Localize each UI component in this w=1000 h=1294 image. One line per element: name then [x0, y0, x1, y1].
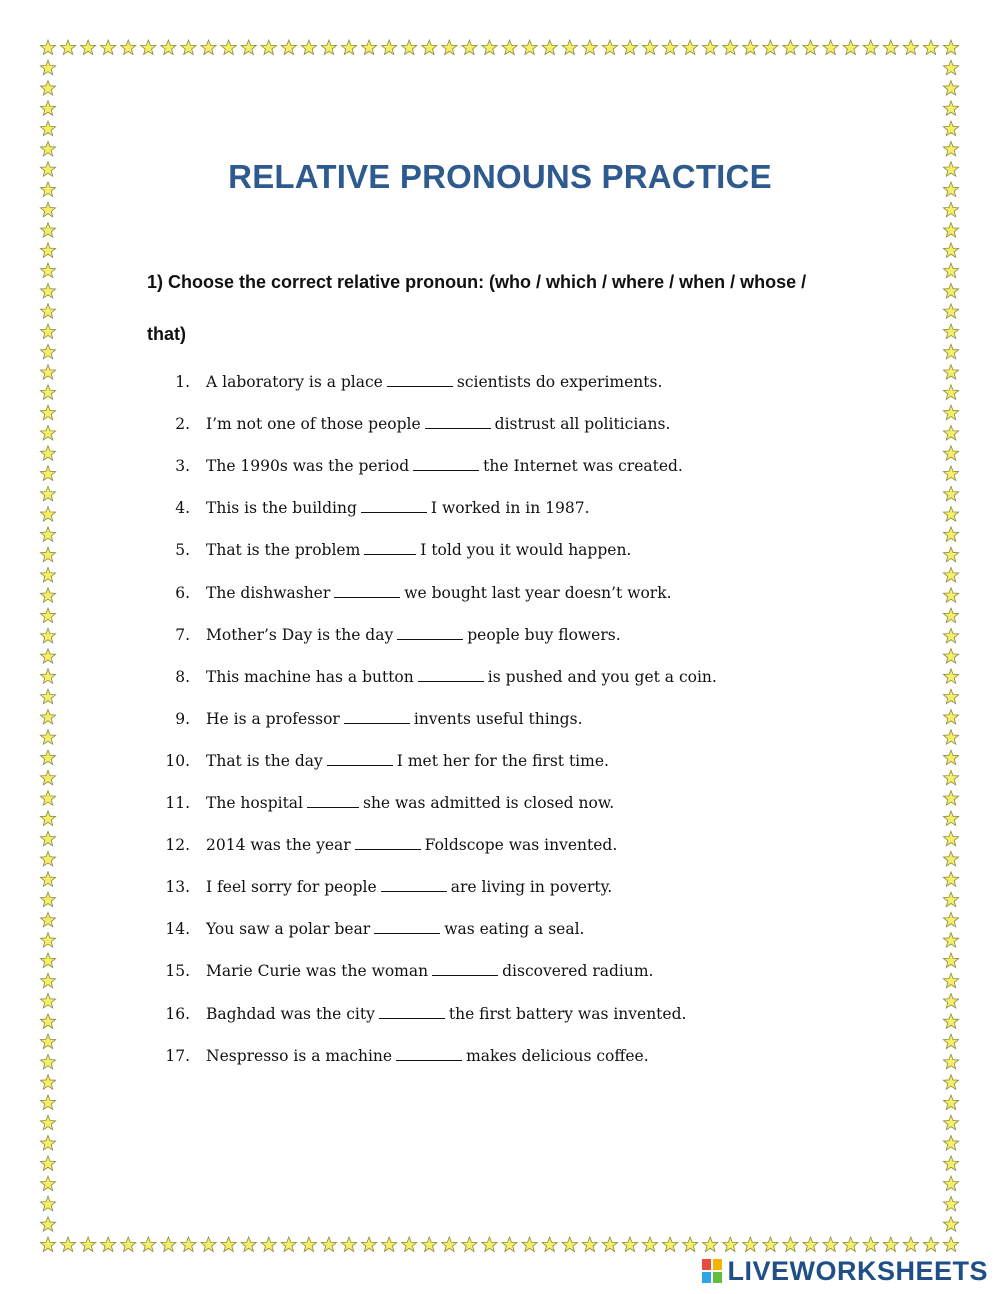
sentence-end: scientists do experiments.	[456, 373, 663, 391]
border-star-icon	[863, 40, 878, 54]
border-star-icon	[321, 40, 336, 54]
sentence-end: the Internet was created.	[483, 457, 683, 476]
border-star-icon	[542, 1237, 557, 1251]
item-sentence	[206, 584, 672, 602]
border-star-icon	[502, 40, 517, 54]
border-star-icon	[40, 324, 55, 338]
border-star-icon	[321, 1237, 336, 1251]
border-star-icon	[40, 1237, 55, 1251]
answer-blank[interactable]	[355, 837, 421, 850]
border-star-icon	[943, 40, 958, 54]
border-star-icon	[943, 243, 958, 257]
border-star-icon	[823, 40, 838, 54]
border-star-icon	[442, 40, 457, 54]
sentence-start: I feel sorry for people	[206, 878, 377, 897]
border-star-icon	[883, 40, 898, 54]
border-star-icon	[281, 40, 296, 54]
sentence-start: 2014 was the year	[206, 836, 351, 855]
border-star-icon	[843, 40, 858, 54]
border-star-icon	[121, 1237, 136, 1251]
answer-blank[interactable]	[307, 795, 359, 808]
sentence-end: invents useful things.	[413, 709, 583, 728]
border-star-icon	[723, 40, 738, 54]
border-star-icon	[40, 1196, 55, 1210]
border-star-icon	[40, 1217, 55, 1231]
item-sentence	[206, 457, 683, 475]
exercise-item	[0, 373, 1000, 397]
border-star-icon	[462, 1237, 477, 1251]
border-star-icon	[281, 1237, 296, 1251]
item-sentence	[206, 541, 631, 559]
border-star-icon	[442, 1237, 457, 1251]
instruction-line-1: 1) Choose the correct relative pronoun: (who / which / where / when / whose /	[147, 272, 807, 292]
border-star-icon	[422, 40, 437, 54]
exercise-item	[0, 920, 1000, 944]
border-star-icon	[683, 1237, 698, 1251]
border-star-icon	[201, 1237, 216, 1251]
border-star-icon	[402, 1237, 417, 1251]
sentence-end: makes delicious coffee.	[466, 1046, 649, 1065]
border-star-icon	[40, 40, 55, 54]
border-star-icon	[803, 1237, 818, 1251]
item-number: 16.	[165, 1004, 190, 1023]
answer-blank[interactable]	[334, 585, 400, 598]
border-star-icon	[703, 1237, 718, 1251]
sentence-start: A laboratory is a place	[206, 373, 383, 391]
border-star-icon	[943, 1176, 958, 1190]
border-star-icon	[763, 40, 778, 54]
border-star-icon	[101, 1237, 116, 1251]
exercise-item	[0, 584, 1000, 608]
sentence-start: The dishwasher	[206, 583, 331, 602]
exercise-item	[0, 836, 1000, 860]
sentence-start: That is the day	[206, 751, 323, 770]
border-star-icon	[943, 121, 958, 135]
item-sentence	[206, 415, 670, 433]
border-star-icon	[40, 81, 55, 95]
item-sentence	[206, 499, 590, 517]
sentence-start: Marie Curie was the woman	[206, 962, 429, 981]
border-star-icon	[642, 40, 657, 54]
sentence-start: Baghdad was the city	[206, 1004, 375, 1023]
sentence-end: distrust all politicians.	[494, 415, 671, 434]
item-number: 11.	[165, 794, 190, 812]
sentence-end: I told you it would happen.	[420, 541, 632, 560]
border-star-icon	[40, 1176, 55, 1190]
answer-blank[interactable]	[327, 753, 393, 766]
exercise-item	[0, 457, 1000, 481]
border-star-icon	[40, 1115, 55, 1129]
border-star-icon	[923, 40, 938, 54]
border-star-icon	[943, 344, 958, 358]
answer-blank[interactable]	[387, 374, 453, 387]
border-star-icon	[40, 1136, 55, 1150]
border-star-icon	[723, 1237, 738, 1251]
answer-blank[interactable]	[413, 458, 479, 471]
border-star-icon	[181, 1237, 196, 1251]
answer-blank[interactable]	[361, 500, 427, 513]
border-star-icon	[522, 1237, 537, 1251]
item-number: 3.	[175, 457, 190, 476]
border-star-icon	[382, 1237, 397, 1251]
border-star-icon	[40, 121, 55, 135]
exercise-item	[0, 1047, 1000, 1071]
exercise-item	[0, 668, 1000, 692]
border-star-icon	[60, 1237, 75, 1251]
border-star-icon	[943, 1156, 958, 1170]
exercise-item	[0, 794, 1000, 818]
exercise-item	[0, 752, 1000, 776]
sentence-end: I met her for the first time.	[396, 751, 609, 770]
item-sentence	[206, 920, 584, 938]
border-star-icon	[943, 202, 958, 216]
border-star-icon	[40, 567, 55, 581]
border-star-icon	[482, 1237, 497, 1251]
item-sentence	[206, 794, 614, 812]
border-star-icon	[943, 60, 958, 74]
border-star-icon	[40, 527, 55, 541]
border-star-icon	[602, 1237, 617, 1251]
border-star-icon	[341, 40, 356, 54]
answer-blank[interactable]	[432, 963, 498, 976]
border-star-icon	[40, 608, 55, 622]
border-star-icon	[482, 40, 497, 54]
item-sentence	[206, 668, 717, 686]
item-number: 9.	[175, 709, 190, 728]
border-star-icon	[943, 263, 958, 277]
border-star-icon	[662, 40, 677, 54]
item-number: 1.	[175, 373, 190, 391]
border-star-icon	[40, 141, 55, 155]
item-sentence	[206, 1005, 686, 1023]
border-star-icon	[361, 1237, 376, 1251]
border-star-icon	[943, 283, 958, 297]
item-number: 8.	[175, 667, 190, 686]
border-star-icon	[903, 1237, 918, 1251]
item-number: 4.	[175, 499, 190, 518]
border-star-icon	[943, 649, 958, 663]
item-number: 6.	[175, 583, 190, 602]
border-star-icon	[301, 1237, 316, 1251]
answer-blank[interactable]	[418, 669, 484, 682]
border-star-icon	[883, 1237, 898, 1251]
border-star-icon	[943, 527, 958, 541]
border-star-icon	[81, 40, 96, 54]
border-star-icon	[261, 40, 276, 54]
border-star-icon	[943, 81, 958, 95]
border-star-icon	[903, 40, 918, 54]
border-star-icon	[382, 40, 397, 54]
border-star-icon	[943, 1196, 958, 1210]
border-star-icon	[542, 40, 557, 54]
border-star-icon	[582, 1237, 597, 1251]
item-number: 12.	[165, 836, 190, 855]
page-title: RELATIVE PRONOUNS PRACTICE	[228, 158, 772, 195]
border-star-icon	[141, 1237, 156, 1251]
border-star-icon	[562, 40, 577, 54]
sentence-start: You saw a polar bear	[206, 920, 371, 939]
sentence-start: The hospital	[206, 794, 303, 812]
border-star-icon	[562, 1237, 577, 1251]
border-star-icon	[943, 1136, 958, 1150]
border-star-icon	[943, 101, 958, 115]
sentence-start: I’m not one of those people	[206, 415, 421, 434]
border-star-icon	[863, 1237, 878, 1251]
exercise-item	[0, 415, 1000, 439]
border-star-icon	[40, 202, 55, 216]
border-star-icon	[943, 1075, 958, 1089]
sentence-start: That is the problem	[206, 541, 361, 560]
answer-blank[interactable]	[379, 1006, 445, 1019]
border-star-icon	[703, 40, 718, 54]
sentence-start: This is the building	[206, 499, 357, 518]
border-star-icon	[943, 324, 958, 338]
item-number: 10.	[165, 751, 190, 770]
border-star-icon	[40, 243, 55, 257]
border-star-icon	[101, 40, 116, 54]
sentence-end: she was admitted is closed now.	[363, 794, 615, 812]
item-number: 2.	[175, 415, 190, 434]
item-sentence	[206, 1047, 649, 1065]
border-star-icon	[642, 1237, 657, 1251]
border-star-icon	[60, 40, 75, 54]
sentence-start: Nespresso is a machine	[206, 1046, 393, 1065]
border-star-icon	[923, 1237, 938, 1251]
border-star-icon	[602, 40, 617, 54]
sentence-end: I worked in in 1987.	[430, 499, 590, 518]
item-number: 17.	[165, 1046, 190, 1065]
border-star-icon	[502, 1237, 517, 1251]
sentence-end: are living in poverty.	[450, 878, 613, 897]
border-star-icon	[40, 283, 55, 297]
border-star-icon	[40, 1075, 55, 1089]
item-number: 13.	[165, 878, 190, 897]
border-star-icon	[783, 1237, 798, 1251]
border-star-icon	[361, 40, 376, 54]
item-number: 5.	[175, 541, 190, 560]
exercise-item	[0, 499, 1000, 523]
liveworksheets-logo-icon	[701, 1258, 723, 1284]
exercise-item	[0, 962, 1000, 986]
border-star-icon	[943, 304, 958, 318]
border-star-icon	[683, 40, 698, 54]
border-star-icon	[241, 40, 256, 54]
border-star-icon	[40, 344, 55, 358]
border-star-icon	[743, 40, 758, 54]
border-star-icon	[582, 40, 597, 54]
border-star-icon	[81, 1237, 96, 1251]
item-sentence	[206, 752, 609, 770]
item-sentence	[206, 962, 653, 980]
sentence-end: the first battery was invented.	[448, 1004, 687, 1023]
border-star-icon	[221, 1237, 236, 1251]
item-number: 7.	[175, 625, 190, 644]
border-star-icon	[943, 141, 958, 155]
border-star-icon	[763, 1237, 778, 1251]
border-star-icon	[662, 1237, 677, 1251]
sentence-end: Foldscope was invented.	[424, 836, 618, 855]
item-number: 15.	[165, 962, 190, 981]
item-sentence	[206, 878, 612, 896]
border-star-icon	[622, 40, 637, 54]
border-star-icon	[783, 40, 798, 54]
item-sentence	[206, 373, 662, 391]
border-star-icon	[141, 40, 156, 54]
answer-blank[interactable]	[381, 879, 447, 892]
item-number: 14.	[165, 920, 190, 939]
item-sentence	[206, 626, 621, 644]
exercise-item	[0, 878, 1000, 902]
exercise-item	[0, 541, 1000, 565]
sentence-start: This machine has a button	[206, 667, 414, 686]
border-star-icon	[161, 1237, 176, 1251]
exercise-item	[0, 1005, 1000, 1029]
border-star-icon	[462, 40, 477, 54]
sentence-end: we bought last year doesn’t work.	[404, 583, 672, 602]
answer-blank[interactable]	[425, 416, 491, 429]
border-star-icon	[943, 1115, 958, 1129]
border-star-icon	[181, 40, 196, 54]
item-sentence	[206, 710, 583, 728]
border-star-icon	[40, 649, 55, 663]
border-star-icon	[943, 1237, 958, 1251]
border-star-icon	[803, 40, 818, 54]
border-star-icon	[40, 101, 55, 115]
sentence-end: was eating a seal.	[444, 920, 585, 939]
answer-blank[interactable]	[374, 921, 440, 934]
exercise-item	[0, 626, 1000, 650]
logo-text: LIVEWORKSHEETS	[727, 1255, 988, 1286]
border-star-icon	[221, 40, 236, 54]
border-star-icon	[40, 1095, 55, 1109]
answer-blank[interactable]	[344, 711, 410, 724]
border-star-icon	[943, 567, 958, 581]
answer-blank[interactable]	[397, 627, 463, 640]
sentence-start: The 1990s was the period	[206, 457, 410, 476]
item-sentence	[206, 836, 617, 854]
border-star-icon	[241, 1237, 256, 1251]
sentence-end: discovered radium.	[502, 962, 654, 981]
sentence-end: is pushed and you get a coin.	[487, 667, 717, 686]
border-star-icon	[943, 608, 958, 622]
answer-blank[interactable]	[364, 542, 416, 555]
border-star-icon	[943, 1217, 958, 1231]
border-star-icon	[843, 1237, 858, 1251]
border-star-icon	[943, 1095, 958, 1109]
border-star-icon	[622, 1237, 637, 1251]
border-star-icon	[121, 40, 136, 54]
border-star-icon	[743, 1237, 758, 1251]
border-star-icon	[402, 40, 417, 54]
sentence-start: Mother’s Day is the day	[206, 625, 394, 644]
border-star-icon	[40, 304, 55, 318]
border-star-icon	[301, 40, 316, 54]
border-star-icon	[422, 1237, 437, 1251]
border-star-icon	[40, 223, 55, 237]
border-star-icon	[201, 40, 216, 54]
exercise-item	[0, 710, 1000, 734]
border-star-icon	[40, 1156, 55, 1170]
instruction-line-2: that)	[147, 324, 186, 344]
border-star-icon	[40, 263, 55, 277]
border-star-icon	[40, 60, 55, 74]
border-star-icon	[341, 1237, 356, 1251]
sentence-start: He is a professor	[206, 709, 340, 728]
answer-blank[interactable]	[396, 1048, 462, 1061]
border-star-icon	[522, 40, 537, 54]
border-star-icon	[261, 1237, 276, 1251]
sentence-end: people buy flowers.	[467, 625, 621, 644]
border-star-icon	[823, 1237, 838, 1251]
border-star-icon	[943, 223, 958, 237]
border-star-icon	[161, 40, 176, 54]
liveworksheets-logo	[701, 1256, 988, 1286]
